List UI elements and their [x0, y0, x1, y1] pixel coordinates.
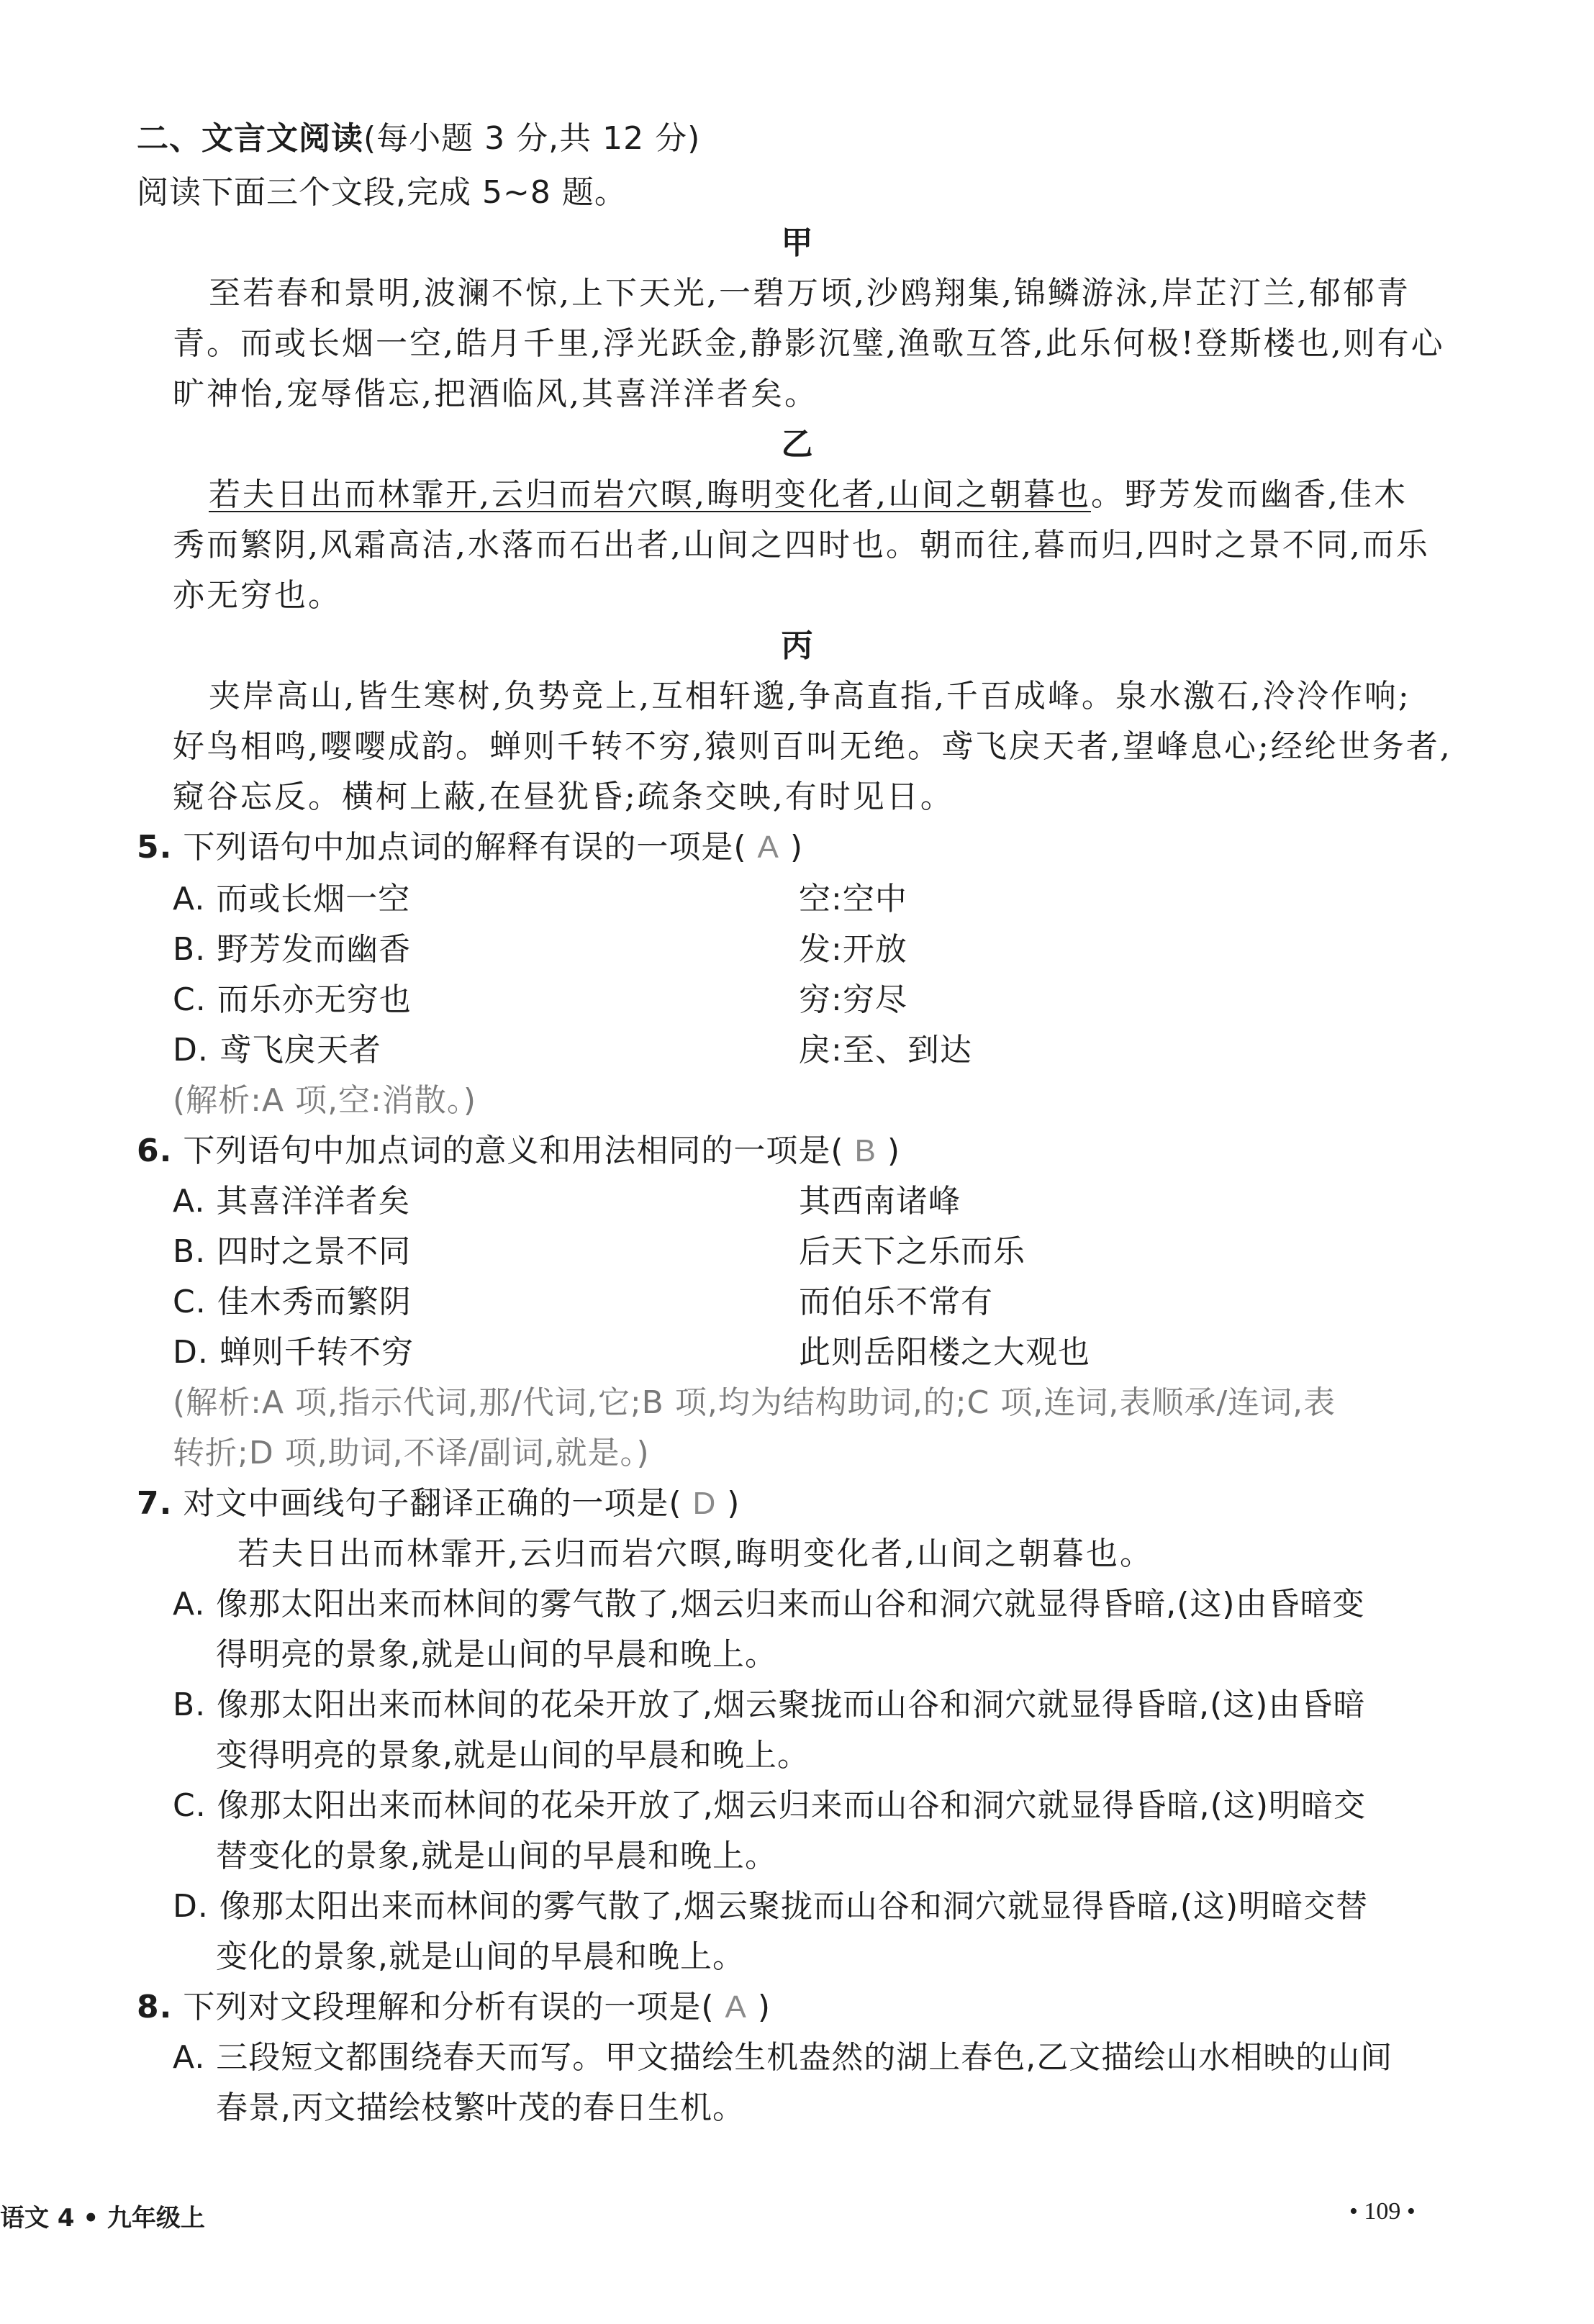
question-7-quote: 若夫日出而林霏开,云归而岩穴暝,晦明变化者,山间之朝暮也。	[237, 1535, 1154, 1572]
question-7-option: A. 像那太阳出来而林间的雾气散了,烟云归来而山谷和洞穴就显得昏暗,(这)由昏暗变	[173, 1586, 1365, 1622]
passage-jia-line: 青。而或长烟一空,皓月千里,浮光跃金,静影沉璧,渔歌互答,此乐何极!登斯楼也,则有心	[173, 325, 1445, 362]
question-5-option: C. 而乐亦无穷也 穷:穷尽	[173, 981, 907, 1018]
passage-bing-line: 夹岸高山,皆生寒树,负势竞上,互相轩邈,争高直指,千百成峰。泉水激石,泠泠作响;	[209, 678, 1411, 714]
passage-yi-line: 若夫日出而林霏开,云归而岩穴暝,晦明变化者,山间之朝暮也。野芳发而幽香,佳木	[209, 476, 1408, 513]
answer: A	[725, 1989, 747, 2025]
question-7-option: C. 像那太阳出来而林间的花朵开放了,烟云归来而山谷和洞穴就显得昏暗,(这)明暗交	[173, 1787, 1366, 1824]
question-5-option: A. 而或长烟一空 空:空中	[173, 881, 907, 917]
question-6-option: C. 佳木秀而繁阴 而伯乐不常有	[173, 1284, 993, 1320]
question-6-option: D. 蝉则千转不穷 此则岳阳楼之大观也	[173, 1334, 1090, 1371]
question-6-option: A. 其喜洋洋者矣 其西南诸峰	[173, 1183, 961, 1220]
question-5-option: D. 鸢飞戾天者 戾:至、到达	[173, 1032, 972, 1068]
question-5-stem: 5. 下列语句中加点词的解释有误的一项是( A )	[137, 829, 804, 866]
question-6-analysis: 转折;D 项,助词,不译/副词,就是。)	[173, 1435, 650, 1471]
passage-jia-line: 旷神怡,宠辱偕忘,把酒临风,其喜洋洋者矣。	[173, 376, 818, 412]
question-7-option-cont: 变化的景象,就是山间的早晨和晚上。	[216, 1938, 745, 1975]
question-7-option-cont: 变得明亮的景象,就是山间的早晨和晚上。	[216, 1737, 810, 1774]
underlined-sentence: 若夫日出而林霏开,云归而岩穴暝,晦明变化者,山间之朝暮也	[209, 476, 1091, 513]
question-6-option: B. 四时之景不同 后天下之乐而乐	[173, 1233, 1025, 1270]
question-6-analysis: (解析:A 项,指示代词,那/代词,它;B 项,均为结构助词,的;C 项,连词,表顺承/连词,表	[173, 1384, 1336, 1421]
question-7-option: D. 像那太阳出来而林间的雾气散了,烟云聚拢而山谷和洞穴就显得昏暗,(这)明暗交替	[173, 1888, 1369, 1925]
question-8-option-cont: 春景,丙文描绘枝繁叶茂的春日生机。	[216, 2089, 745, 2126]
passage-jia-title: 甲	[781, 224, 813, 261]
answer: D	[692, 1486, 717, 1521]
passage-yi-title: 乙	[781, 426, 813, 463]
section-instruction: 阅读下面三个文段,完成 5~8 题。	[137, 174, 627, 211]
section-heading: 二、文言文阅读(每小题 3 分,共 12 分)	[137, 120, 701, 157]
footer-book-label: 语文 4 • 九年级上	[0, 2204, 205, 2233]
passage-yi-line: 秀而繁阴,风霜高洁,水落而石出者,山间之四时也。朝而往,暮而归,四时之景不同,而乐	[173, 527, 1430, 563]
question-8-stem: 8. 下列对文段理解和分析有误的一项是( A )	[137, 1989, 771, 2025]
answer: A	[757, 830, 779, 865]
question-7-stem: 7. 对文中画线句子翻译正确的一项是( D )	[137, 1485, 741, 1522]
question-8-option: A. 三段短文都围绕春天而写。甲文描绘生机盎然的湖上春色,乙文描绘山水相映的山间	[173, 2039, 1393, 2076]
passage-bing-line: 好鸟相鸣,嘤嘤成韵。蝉则千转不穷,猿则百叫无绝。鸢飞戾天者,望峰息心;经纶世务者,	[173, 728, 1452, 765]
question-7-option-cont: 替变化的景象,就是山间的早晨和晚上。	[216, 1838, 777, 1874]
passage-yi-line: 亦无穷也。	[173, 577, 342, 614]
question-6-stem: 6. 下列语句中加点词的意义和用法相同的一项是( B )	[137, 1133, 901, 1169]
passage-bing-title: 丙	[781, 627, 813, 664]
question-5-analysis: (解析:A 项,空:消散。)	[173, 1082, 477, 1119]
question-7-option-cont: 得明亮的景象,就是山间的早晨和晚上。	[216, 1636, 777, 1673]
passage-bing-line: 窥谷忘反。横柯上蔽,在昼犹昏;疏条交映,有时见日。	[173, 779, 954, 815]
page-number: • 109 •	[1349, 2198, 1416, 2225]
question-7-option: B. 像那太阳出来而林间的花朵开放了,烟云聚拢而山谷和洞穴就显得昏暗,(这)由昏暗	[173, 1687, 1366, 1723]
answer: B	[854, 1133, 877, 1168]
passage-jia-line: 至若春和景明,波澜不惊,上下天光,一碧万顷,沙鸥翔集,锦鳞游泳,岸芷汀兰,郁郁青	[209, 275, 1410, 312]
question-5-option: B. 野芳发而幽香 发:开放	[173, 931, 907, 968]
